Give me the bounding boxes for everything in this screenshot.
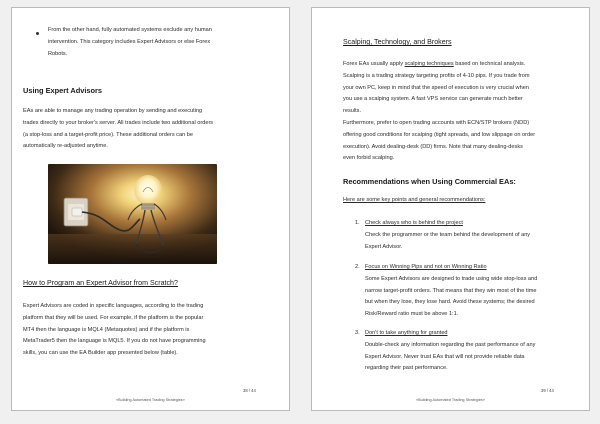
recommendation-item-1 [365, 218, 563, 253]
heading-program-ea[interactable]: How to Program an Expert Advisor from Scratch? [23, 279, 178, 287]
bullet-paragraph [48, 25, 264, 60]
scalping-line: Scalping is a trading strategy targeting profits of 4-10 pips. If you trade from [343, 72, 530, 79]
bullet-line: Robots. [48, 50, 68, 57]
item-line: but when they lose, they lose hard. Avoid these systems; the desired [365, 299, 535, 306]
scalping-line: you use a scalping system. A fast VPS service can generate much better [343, 96, 523, 103]
page-footer: «Building Automated Trading Strategies» [116, 398, 185, 402]
using-paragraph [23, 106, 267, 153]
using-line: trades directly to your broker's server. All trades include two additional orders [23, 119, 214, 126]
item-line: Risk/Reward ratio must be above 1:1. [365, 311, 459, 318]
scalping-line: Forex EAs usually apply scalping techniques based on technical analysis. [343, 61, 526, 67]
item-line: Double-check any information regarding the past performance of any [365, 341, 536, 348]
item-title-link[interactable]: Focus on Winning Pips and not on Winning Ratio [365, 264, 487, 270]
scalping-line: Furthermore, prefer to open trading accounts with ECN/STP brokers (NDD) [343, 119, 530, 126]
item-line: Check the programmer or the team behind the development of any [365, 231, 531, 238]
left-page [11, 7, 290, 411]
program-paragraph [23, 301, 267, 360]
item-line: Expert Advisor. Never trust EAs that will not provide reliable data [365, 353, 525, 360]
scalping-line: results. [343, 108, 362, 115]
scalping-techniques-link[interactable]: scalping techniques [404, 61, 454, 67]
item-title-link[interactable]: Don't to take anything for granted [365, 330, 448, 336]
heading-recommendations: Recommendations when Using Commercial EAs: [343, 177, 516, 186]
recommendation-item-2 [365, 262, 563, 321]
scalping-line: your own PC, keep in mind that the speed of execution is very crucial when [343, 84, 529, 91]
lightbulb-plug-image [48, 164, 217, 264]
item-number: 2. [355, 264, 360, 270]
scalping-line: offering good conditions for scalping (tight spreads, and low slippage on order [343, 131, 536, 138]
page-number: 39 / 44 [541, 388, 554, 393]
item-title-link[interactable]: Check always who is behind the project [365, 220, 463, 226]
program-line: platform that they will be used. For example, if the platform is the popular [23, 314, 204, 321]
bullet-line: From the other hand, fully automated systems exclude any human [48, 27, 212, 33]
scalping-line: execution). Avoid dealing-desk (DD) firms. Note that many dealing-desks [343, 143, 523, 150]
item-line: regarding their past performance. [365, 365, 448, 372]
heading-using-expert-advisors: Using Expert Advisors [23, 86, 102, 95]
program-line: MetaTrader5 then the language is MQL5. If you do not have programming [23, 338, 206, 345]
item-line: narrow target-profit orders. That means that they win most of the time [365, 287, 537, 294]
page-footer: «Building Automated Trading Strategies» [416, 398, 485, 402]
item-number: 1. [355, 220, 360, 226]
scalping-line: even forbid scalping. [343, 155, 395, 162]
item-line: Some Expert Advisors are designed to trade using wide stop-loss and [365, 275, 538, 282]
heading-scalping[interactable]: Scalping, Technology, and Brokers [343, 38, 452, 46]
program-line: MT4 then the language is MQL4 (Metaquotes) and if the platform is [23, 326, 190, 333]
using-line: automatically re-adjusted anytime. [23, 143, 108, 150]
item-line: Expert Advisor. [365, 243, 403, 250]
program-line: Expert Advisors are coded in specific languages, according to the trading [23, 303, 204, 309]
using-line: EAs are able to manage any trading operation by sending and executing [23, 108, 203, 114]
program-line: skills, you can use the EA Builder app presented below (table). [23, 350, 178, 357]
bullet-line: intervention. This category includes Expert Advisors or else Forex [48, 38, 211, 45]
using-line: (a stop-loss and a target-profit price). These additional orders can be [23, 131, 193, 138]
page-number: 38 / 44 [243, 388, 256, 393]
item-number: 3. [355, 330, 360, 336]
scalping-paragraph [343, 59, 559, 165]
bullet-dot [36, 32, 39, 35]
right-page [311, 7, 590, 411]
recommendations-intro: Here are some key points and general recommendations: [343, 197, 486, 203]
recommendation-item-3 [365, 328, 563, 375]
